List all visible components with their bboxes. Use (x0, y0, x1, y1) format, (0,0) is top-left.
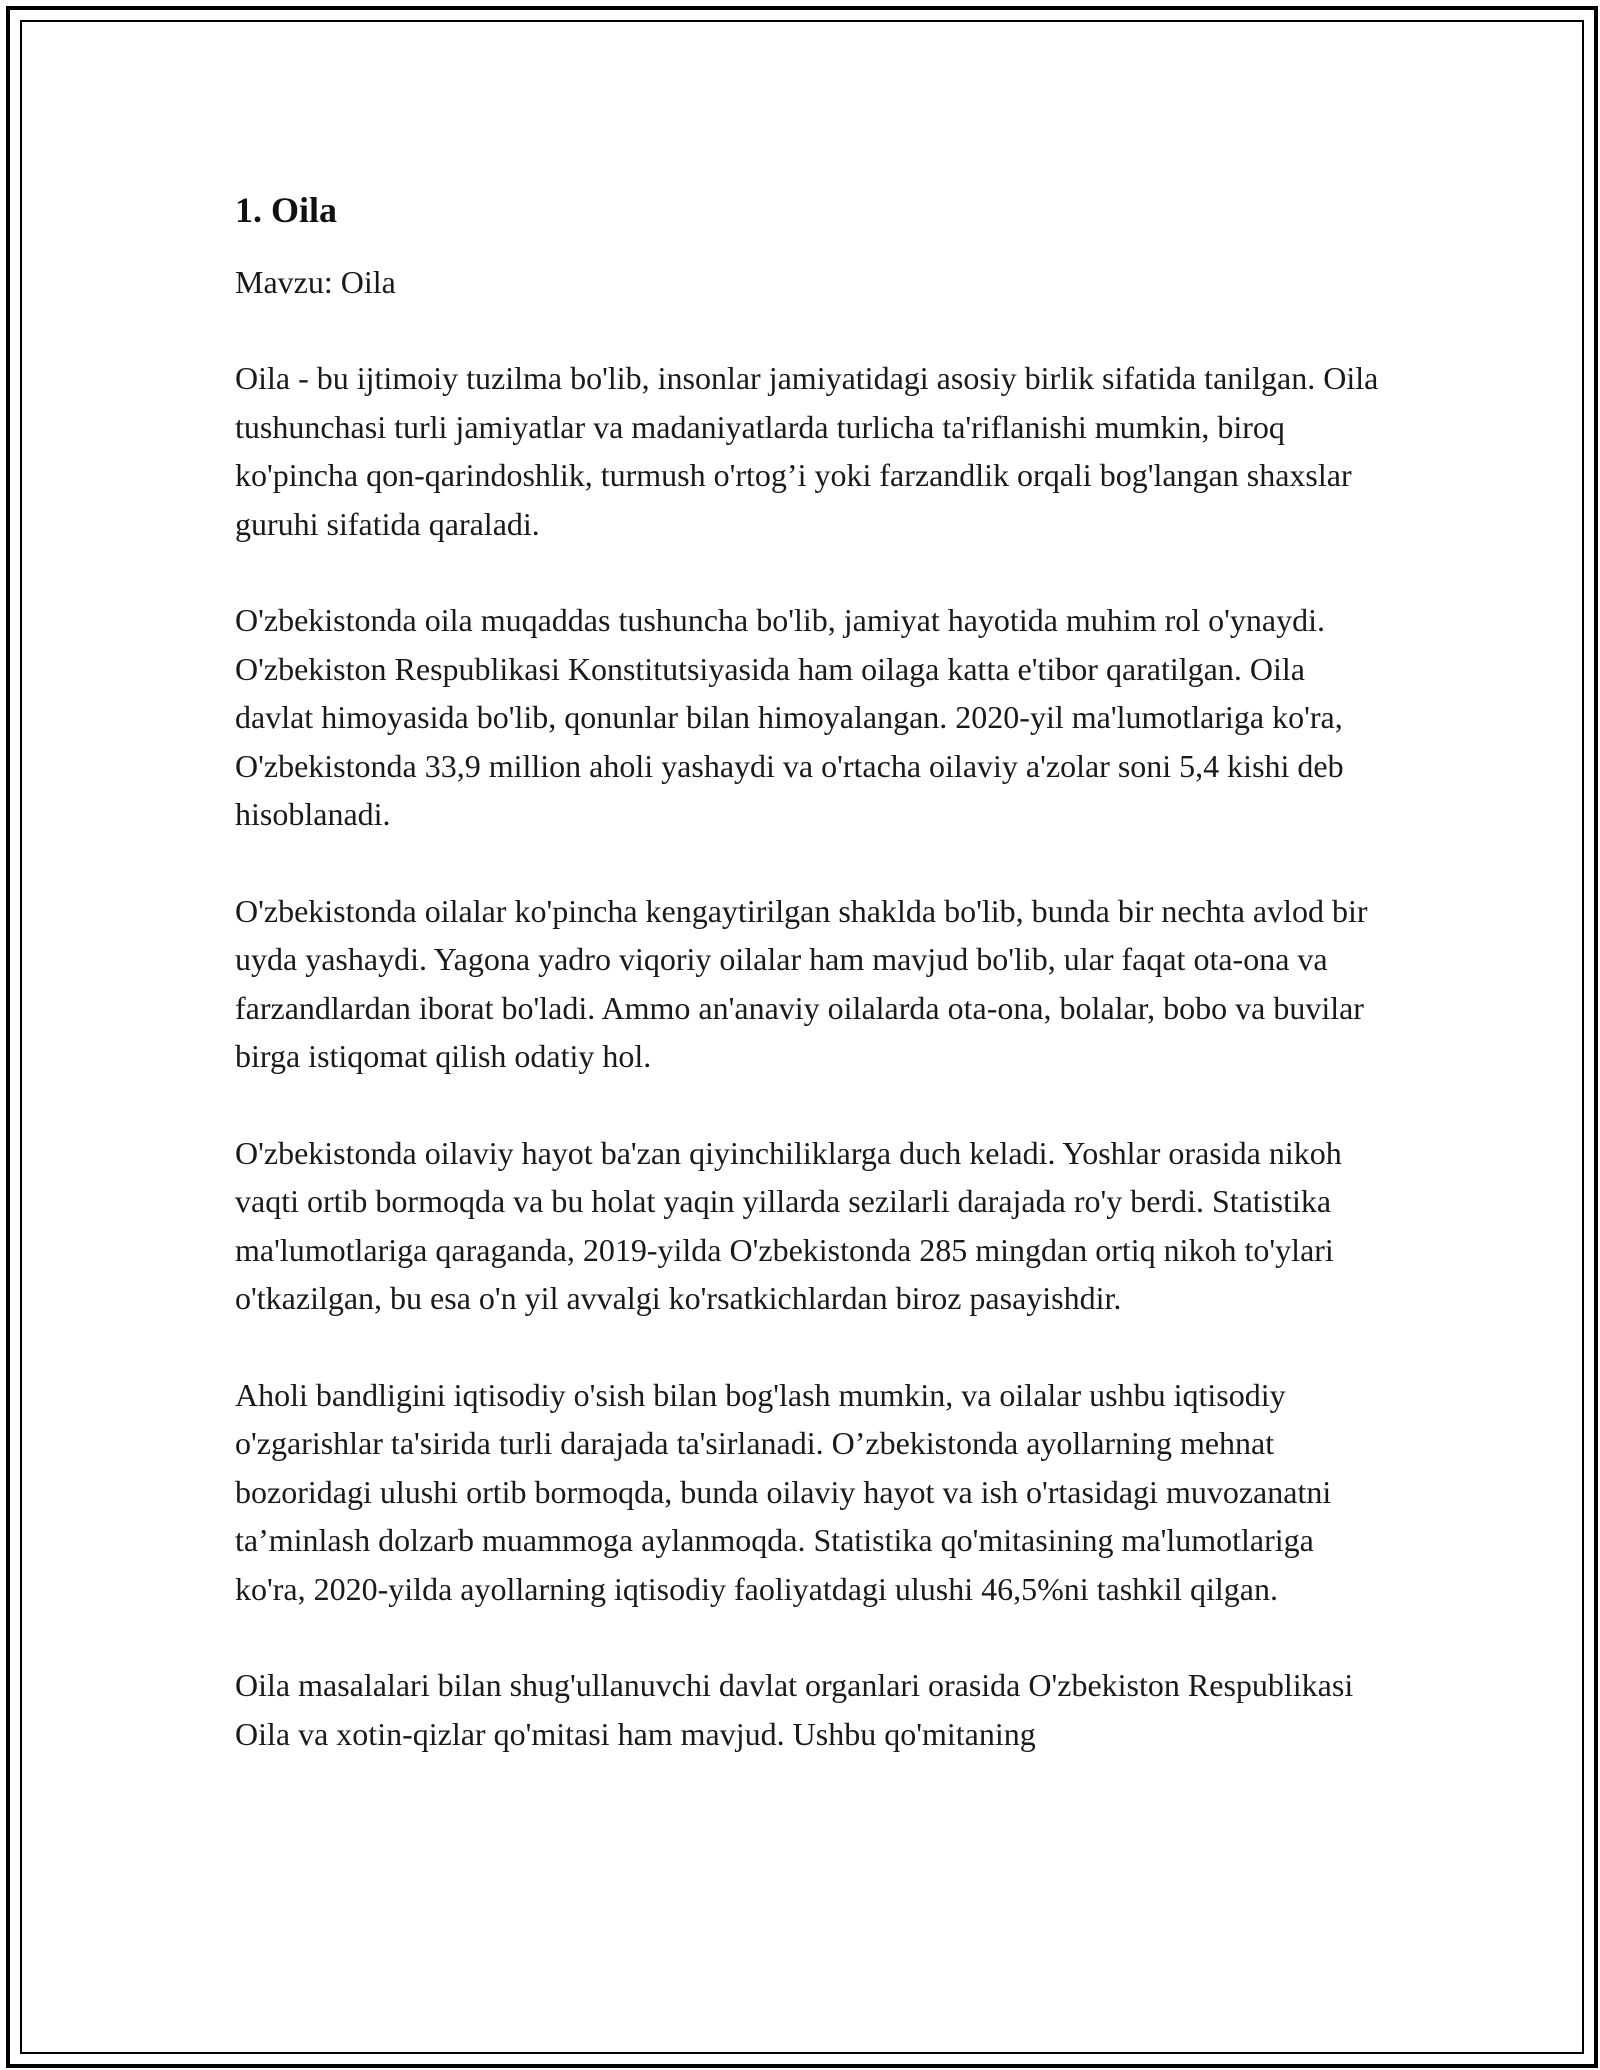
section-heading: 1. Oila (235, 190, 338, 230)
paragraph-4: O'zbekistonda oilaviy hayot ba'zan qiyinchiliklarga duch keladi. Yoshlar orasida nikoh vaqti ortib bormoqda va bu holat yaqin yillarda sezilarli darajada ro'y berdi. Statistika ma'lumotlariga qaraganda, 2019-yilda O'zbekistonda 285 mingdan ortiq nikoh to'ylari o'tkazilgan, bu esa o'n yil avvalgi ko'rsatkichlardan biroz pasayishdir. (235, 1134, 1342, 1316)
paragraph-1: Oila - bu ijtimoiy tuzilma bo'lib, insonlar jamiyatidagi asosiy birlik sifatida tanilgan. Oila tushunchasi turli jamiyatlar va madaniyatlarda turlicha ta'riflanishi mumkin, biroq ko'pincha qon-qarindoshlik, turmush o'rtog’i yoki farzandlik orqali bog'langan shaxslar guruhi sifatida qaraladi. (235, 360, 1379, 542)
topic-line: Mavzu: Oila (235, 264, 396, 300)
paragraph-2: O'zbekistonda oila muqaddas tushuncha bo'lib, jamiyat hayotida muhim rol o'ynaydi. O'zbekiston Respublikasi Konstitutsiyasida ham oilaga katta e'tibor qaratilgan. Oila davlat himoyasida bo'lib, qonunlar bilan himoyalangan. 2020-yil ma'lumotlariga ko'ra, O'zbekistonda 33,9 million aholi yashaydi va o'rtacha oilaviy a'zolar soni 5,4 kishi deb hisoblanadi. (235, 602, 1344, 832)
paragraph-6: Oila masalalari bilan shug'ullanuvchi davlat organlari orasida O'zbekiston Respublikasi Oila va xotin-qizlar qo'mitasi ham mavjud. Ushbu qo'mitaning (235, 1667, 1354, 1752)
paragraph-3: O'zbekistonda oilalar ko'pincha kengaytirilgan shaklda bo'lib, bunda bir nechta avlod bir uyda yashaydi. Yagona yadro viqoriy oilalar ham mavjud bo'lib, ular faqat ota-ona va farzandlardan iborat bo'ladi. Ammo an'anaviy oilalarda ota-ona, bolalar, bobo va buvilar birga istiqomat qilish odatiy hol. (235, 892, 1368, 1074)
document-body (235, 188, 1385, 1806)
paragraph-5: Aholi bandligini iqtisodiy o'sish bilan bog'lash mumkin, va oilalar ushbu iqtisodiy o'zgarishlar ta'sirida turli darajada ta'sirlanadi. O’zbekistonda ayollarning mehnat bozoridagi ulushi ortib bormoqda, bunda oilaviy hayot va ish o'rtasidagi muvozanatni ta’minlash dolzarb muammoga aylanmoqda. Statistika qo'mitasining ma'lumotlariga ko'ra, 2020-yilda ayollarning iqtisodiy faoliyatdagi ulushi 46,5%ni tashkil qilgan. (235, 1376, 1332, 1607)
